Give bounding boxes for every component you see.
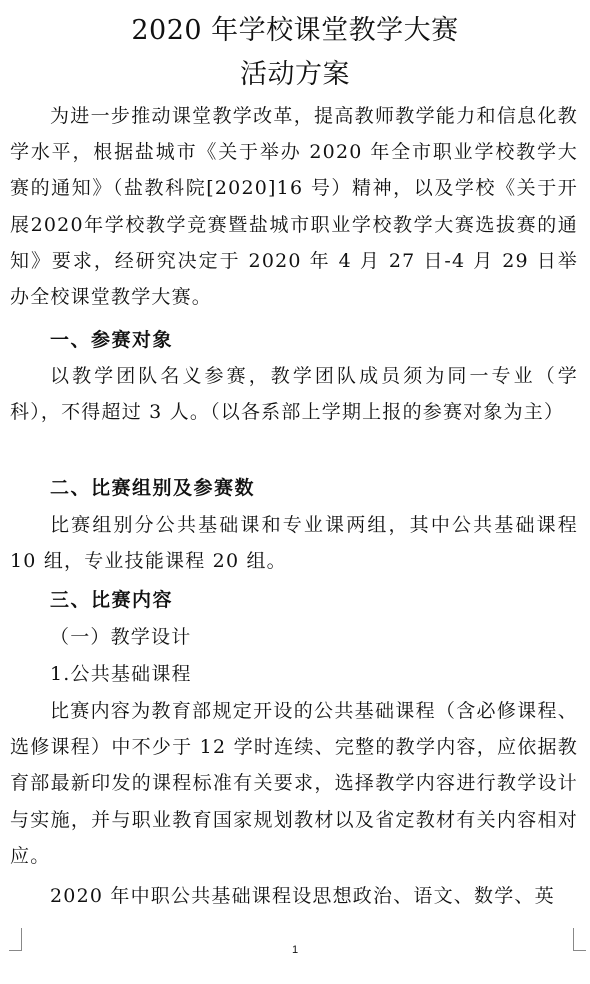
intro-paragraph: 为进一步推动课堂教学改革，提高教师教学能力和信息化教学水平，根据盐城市《关于举办 2020 年全市职业学校教学大赛的通知》（盐教科院[2020]16 号）精神，以及学校《关于开展2020年学校教学竞赛暨盐城市职业学校教学大赛选拔赛的通知》要求，经研究决定于 2020 年 4 月 27 日-4 月 29 日举办全校课堂教学大赛。 bbox=[10, 105, 578, 309]
section-heading-content: 三、比赛内容 bbox=[50, 589, 174, 611]
content-paragraph: 比赛内容为教育部规定开设的公共基础课程（含必修课程、选修课程）中不少于 12 学时连续、完整的教学内容，应依据教育部最新印发的课程标准有关要求，选择教学内容进行教学设计与实施，并与职业教育国家规划教材以及省定教材有关内容相对应。 bbox=[10, 700, 578, 867]
section-heading-groups: 二、比赛组别及参赛数 bbox=[50, 477, 256, 499]
subsubsection-heading-public-courses: 1.公共基础课程 bbox=[50, 663, 192, 685]
continuing-paragraph-line: 2020 年中职公共基础课程设思想政治、语文、数学、英 bbox=[50, 885, 555, 907]
participants-paragraph: 以教学团队名义参赛，教学团队成员须为同一专业（学科），不得超过 3 人。（以各系部上学期上报的参赛对象为主） bbox=[10, 365, 578, 424]
groups-paragraph: 比赛组别分公共基础课和专业课两组，其中公共基础课程 10 组，专业技能课程 20 组。 bbox=[10, 514, 578, 573]
document-title: 2020 年学校课堂教学大赛 bbox=[131, 15, 459, 46]
subsection-heading-teaching-design: （一）教学设计 bbox=[50, 626, 192, 648]
document-subtitle: 活动方案 bbox=[240, 59, 350, 90]
page-number: 1 bbox=[291, 944, 299, 956]
section-heading-participants: 一、参赛对象 bbox=[50, 329, 174, 351]
